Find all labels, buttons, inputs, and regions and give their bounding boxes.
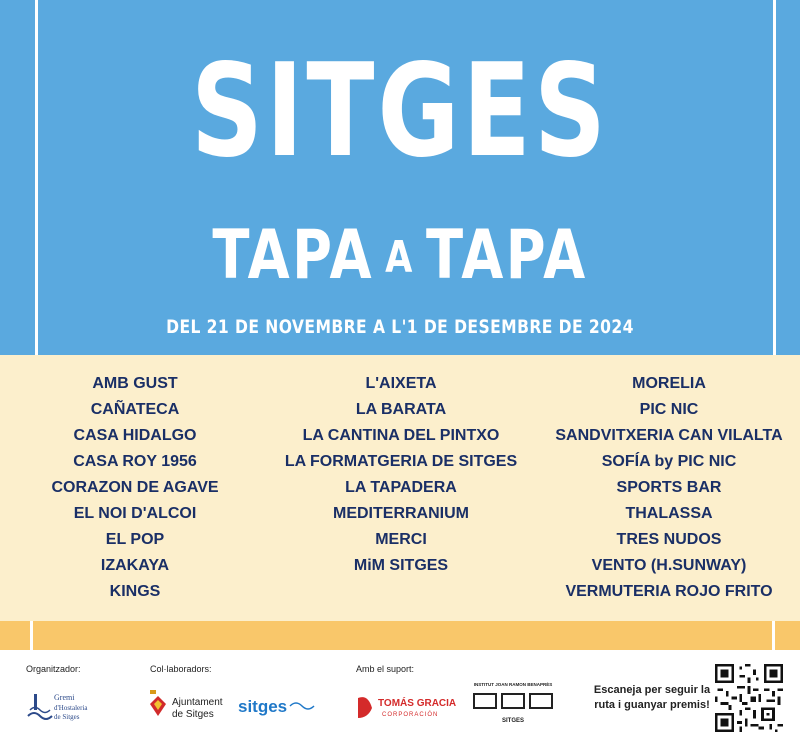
- tomas-gracia-logo: [356, 690, 456, 724]
- list-item: TRES NUDOS: [616, 531, 722, 548]
- list-item: THALASSA: [625, 505, 713, 522]
- banner-divider-left: [35, 0, 38, 355]
- list-item: MERCI: [375, 531, 427, 548]
- list-item: AMB GUST: [92, 375, 178, 392]
- ajuntament-sitges-logo: [148, 686, 230, 730]
- gremi-logo-line1: Gremi: [54, 693, 75, 702]
- list-item: MiM SITGES: [353, 557, 449, 574]
- institut-logo-text: INSTITUT JOAN RAMON BENAPRÈS: [473, 682, 553, 687]
- list-item: IZAKAYA: [100, 557, 170, 574]
- ajuntament-logo-line1: Ajuntament: [172, 697, 223, 708]
- list-item: VERMUTERIA ROJO FRITO: [565, 583, 773, 600]
- subtitle-word-1: TAPA: [212, 216, 374, 295]
- subtitle-join: A: [385, 232, 415, 283]
- decorative-strip: [0, 621, 800, 650]
- sitges-tourism-logo: [236, 692, 316, 722]
- banner-divider-right: [773, 0, 776, 355]
- list-item: CAÑATECA: [90, 401, 180, 418]
- list-item: SPORTS BAR: [616, 479, 722, 496]
- list-item: KINGS: [109, 583, 161, 600]
- list-item: LA CANTINA DEL PINTXO: [302, 427, 500, 444]
- list-item: MORELIA: [632, 375, 706, 392]
- list-item: LA FORMATGERIA DE SITGES: [284, 453, 518, 470]
- restaurant-column-2: [268, 371, 534, 579]
- list-item: LA TAPADERA: [345, 479, 457, 496]
- list-item: L'AIXETA: [365, 375, 437, 392]
- institut-logo: [468, 678, 558, 730]
- list-item: CORAZON DE AGAVE: [51, 479, 219, 496]
- list-item: SANDVITXERIA CAN VILALTA: [555, 427, 783, 444]
- gremi-logo-line2: d'Hostaleria: [54, 704, 88, 712]
- tomas-logo-sub: CORPORACIÓN: [382, 712, 439, 718]
- list-item: SOFÍA by PIC NIC: [601, 453, 737, 470]
- restaurant-column-3: [536, 371, 800, 605]
- event-title: SITGES: [191, 37, 609, 186]
- list-item: EL NOI D'ALCOI: [73, 505, 197, 522]
- qr-code-icon[interactable]: [715, 664, 783, 732]
- support-label: Amb el suport:: [356, 664, 415, 674]
- list-item: EL POP: [105, 531, 165, 548]
- scan-instructions: Escaneja per seguir la ruta i guanyar premis!: [593, 684, 711, 711]
- ajuntament-logo-line2: de Sitges: [172, 709, 214, 720]
- list-item: CASA HIDALGO: [73, 427, 197, 444]
- tomas-logo-text: TOMÁS GRACIA: [378, 698, 456, 709]
- gremi-hostaleria-logo: [24, 686, 114, 730]
- list-item: PIC NIC: [639, 401, 699, 418]
- restaurant-column-1: [2, 371, 268, 605]
- strip-divider-right: [772, 621, 775, 650]
- organizer-label: Organitzador:: [26, 664, 81, 674]
- restaurant-list: [0, 355, 800, 621]
- list-item: LA BARATA: [355, 401, 447, 418]
- event-subtitle: [80, 216, 720, 295]
- sponsors-footer: [0, 650, 800, 738]
- list-item: VENTO (H.SUNWAY): [591, 557, 747, 574]
- header-banner: [0, 0, 800, 355]
- event-dates: DEL 21 DE NOVEMBRE A L'1 DE DESEMBRE DE 2024: [166, 316, 634, 338]
- institut-logo-sub: SITGES: [501, 718, 525, 724]
- strip-divider-left: [30, 621, 33, 650]
- sitges-logo-text: sitges: [238, 697, 288, 716]
- list-item: CASA ROY 1956: [73, 453, 197, 470]
- gremi-logo-line3: de Sitges: [54, 713, 80, 721]
- subtitle-word-2: TAPA: [426, 216, 588, 295]
- collaborators-label: Col·laboradors:: [150, 664, 212, 674]
- list-item: MEDITERRANIUM: [333, 505, 469, 522]
